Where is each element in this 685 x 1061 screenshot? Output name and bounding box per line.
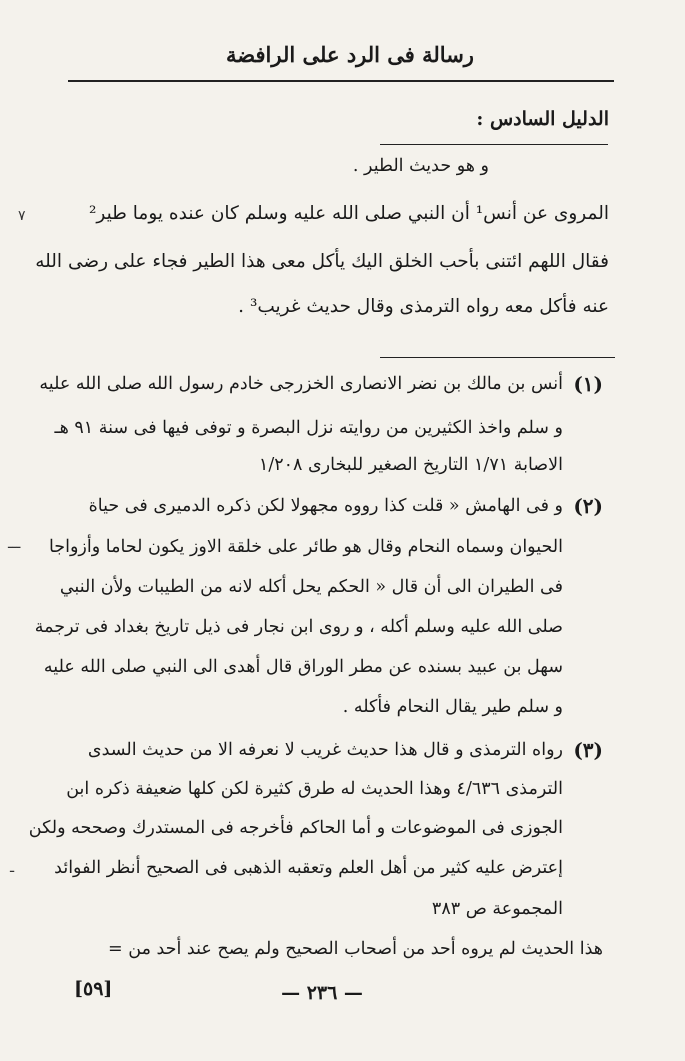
footnote-line: فى الطيران الى أن قال « الحكم يحل أكله لانه من الطيبات ولأن النبي [59, 577, 563, 597]
footnote-line: رواه الترمذى و قال هذا حديث غريب لا نعرفه الا من حديث السدى [87, 740, 563, 760]
margin-mark: ـــ [8, 536, 21, 552]
footnote-line: أنس بن مالك بن نضر الانصارى الخزرجى خادم رسول الله صلى الله عليه [39, 374, 563, 394]
margin-mark: ٧ [18, 208, 26, 224]
running-header-title: رسالة فى الرد على الرافضة [226, 42, 474, 67]
section-subtitle: و هو حديث الطير . [352, 156, 489, 176]
footnote-line: و فى الهامش « قلت كذا رووه مجهولا لكن ذكره الدميرى فى حياة [88, 496, 563, 516]
footnote-marker: (٣) [573, 738, 603, 762]
footnote-line: الحيوان وسماه النحام وقال هو طائر على خلقة الاوز يكون لحاما وأزواجا [48, 537, 563, 557]
footnote-line: و سلم طير يقال النحام فأكله . [342, 697, 563, 717]
footnote-marker: (٢) [573, 494, 603, 518]
body-line: عنه فأكل معه رواه الترمذى وقال حديث غريب³ . [238, 296, 609, 317]
footnote-line: سهل بن عبيد بسنده عن مطر الوراق قال أهدى الى النبي صلى الله عليه [43, 657, 563, 677]
section-title-underline [380, 144, 608, 145]
section-title: الدليل السادس : [476, 108, 609, 130]
footnote-line: الجوزى فى الموضوعات و أما الحاكم فأخرجه فى المستدرك وصححه ولكن [28, 818, 563, 838]
footnote-separator [380, 357, 615, 358]
margin-mark: ـ [10, 860, 15, 876]
footnote-line: الاصابة ١/٧١ التاريخ الصغير للبخارى ١/٢٠٨ [258, 455, 563, 475]
page-number: — ٢٣٦ — [281, 982, 363, 1004]
footnote-marker: (١) [573, 372, 603, 396]
body-line: فقال اللهم ائتنى بأحب الخلق اليك يأكل معى هذا الطير فجاء على رضى الله [35, 251, 609, 272]
footnote-line: صلى الله عليه وسلم أكله ، و روى ابن نجار فى ذيل تاريخ بغداد فى ترجمة [34, 617, 563, 637]
footnote-line: إعترض عليه كثير من أهل العلم وتعقبه الذهبى فى الصحيح أنظر الفوائد [54, 858, 563, 878]
footnote-line: هذا الحديث لم يروه أحد من أصحاب الصحيح ولم يصح عند أحد من = [108, 939, 603, 959]
footnote-line: و سلم واخذ الكثيرين من روايته نزل البصرة و توفى فيها فى سنة ٩١ هـ [54, 418, 563, 438]
header-rule [68, 80, 614, 82]
folio-number: [٥٩] [74, 978, 113, 1000]
footnote-line: الترمذى ٤/٦٣٦ وهذا الحديث له طرق كثيرة لكن كلها ضعيفة ذكره ابن [66, 779, 563, 799]
body-line: المروى عن أنس¹ أن النبي صلى الله عليه وسلم كان عنده يوما طير² [88, 203, 609, 224]
footnote-line: المجموعة ص ٣٨٣ [431, 899, 563, 919]
